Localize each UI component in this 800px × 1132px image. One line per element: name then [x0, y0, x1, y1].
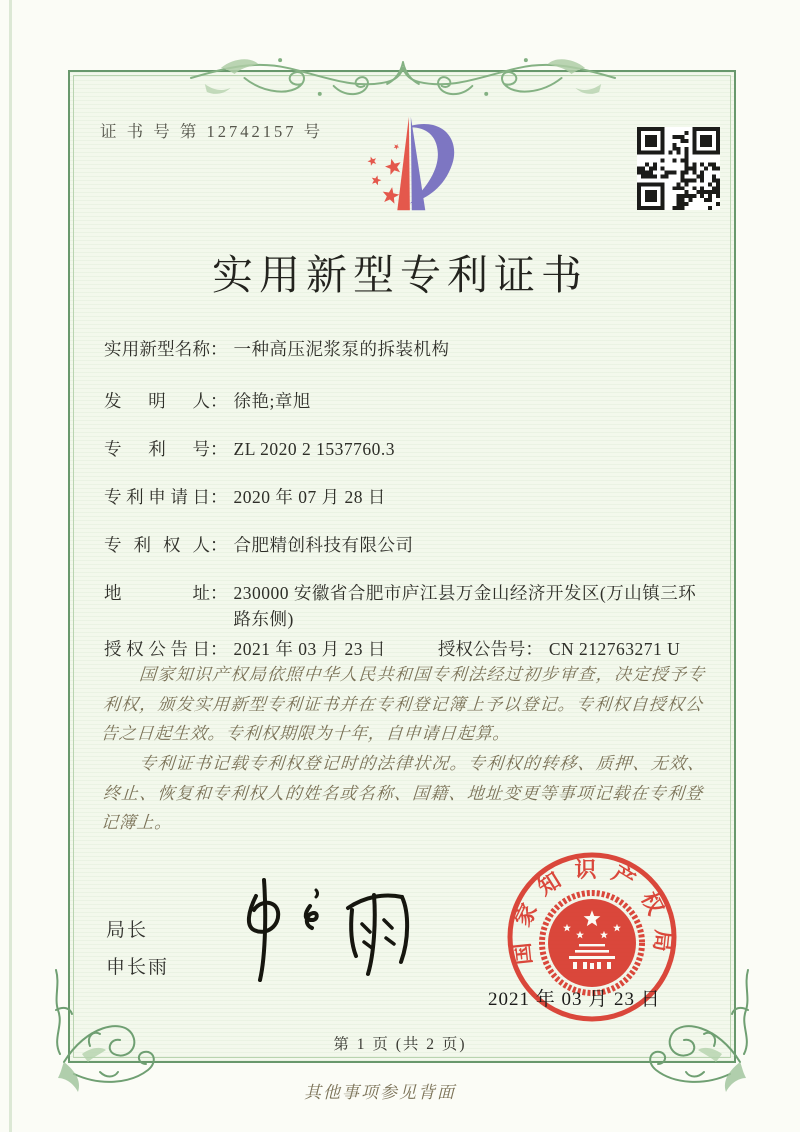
field-value: 合肥精创科技有限公司	[233, 535, 414, 555]
field-label: 授权公告号	[437, 639, 526, 659]
field-label: 授权公告日	[104, 639, 210, 659]
field-colon: ：	[525, 639, 543, 659]
page-number: 第 1 页 (共 2 页)	[333, 1036, 467, 1053]
field-value: 2020 年 07 月 28 日	[233, 487, 386, 507]
field-label: 专利号	[104, 439, 210, 459]
legal-paragraph-1: 国家知识产权局依照中华人民共和国专利法经过初步审查，决定授予专利权，颁发实用新型专利证书并在专利登记簿上予以登记。专利权自授权公告之日起生效。专利权期限为十年，自申请日起算。	[100, 665, 706, 743]
field-label: 发明人	[104, 391, 210, 411]
field-label: 实用新型名称	[104, 339, 210, 359]
field-label: 专利权人	[104, 535, 210, 555]
field-colon: ：	[210, 339, 228, 359]
grant-date-stamp: 2021 年 03 月 23 日	[488, 989, 661, 1010]
certificate-number: 证 书 号 第 12742157 号	[100, 122, 324, 141]
signer-title: 局长	[106, 920, 149, 941]
signer-name: 申长雨	[106, 957, 170, 978]
scan-page-edge	[9, 0, 12, 1132]
field-row-grant	[104, 636, 712, 662]
field-colon: ：	[210, 535, 228, 555]
field-value: CN 212763271 U	[548, 639, 681, 659]
field-colon: ：	[210, 487, 228, 507]
certificate-title: 实用新型专利证书	[212, 252, 588, 298]
field-value: ZL 2020 2 1537760.3	[233, 439, 395, 459]
legal-text	[100, 660, 706, 837]
field-label: 专利申请日	[104, 487, 210, 507]
field-row-inventor	[104, 388, 712, 414]
field-value: 2021 年 03 月 23 日	[233, 639, 386, 659]
field-row-name	[104, 336, 712, 362]
field-colon: ：	[210, 439, 228, 459]
director-handwritten-signature-icon	[218, 868, 428, 998]
field-colon: ：	[210, 583, 228, 603]
field-row-address	[104, 580, 712, 632]
legal-paragraph-2: 专利证书记载专利权登记时的法律状况。专利权的转移、质押、无效、终止、恢复和专利权人的姓名或名称、国籍、地址变更等事项记载在专利登记簿上。	[100, 753, 706, 832]
cnipa-patent-logo-icon	[346, 112, 466, 218]
field-row-patentee	[104, 532, 712, 558]
field-value: 230000 安徽省合肥市庐江县万金山经济开发区(万山镇三环路东侧)	[233, 583, 697, 629]
certificate-fields	[104, 336, 712, 684]
field-label: 地址	[104, 583, 210, 603]
field-colon: ：	[210, 639, 228, 659]
field-value: 徐艳;章旭	[233, 391, 311, 411]
field-row-patent-number	[104, 436, 712, 462]
qr-code-icon	[637, 127, 720, 210]
seal-text: 国家知识产权局	[507, 857, 677, 967]
field-colon: ：	[210, 391, 228, 411]
field-value: 一种高压泥浆泵的拆装机构	[233, 339, 450, 359]
green-dragon-flourish-icon	[185, 38, 621, 118]
signer-block	[106, 912, 169, 986]
field-row-filing-date	[104, 484, 712, 510]
back-note: 其他事项参见背面	[304, 1083, 456, 1102]
